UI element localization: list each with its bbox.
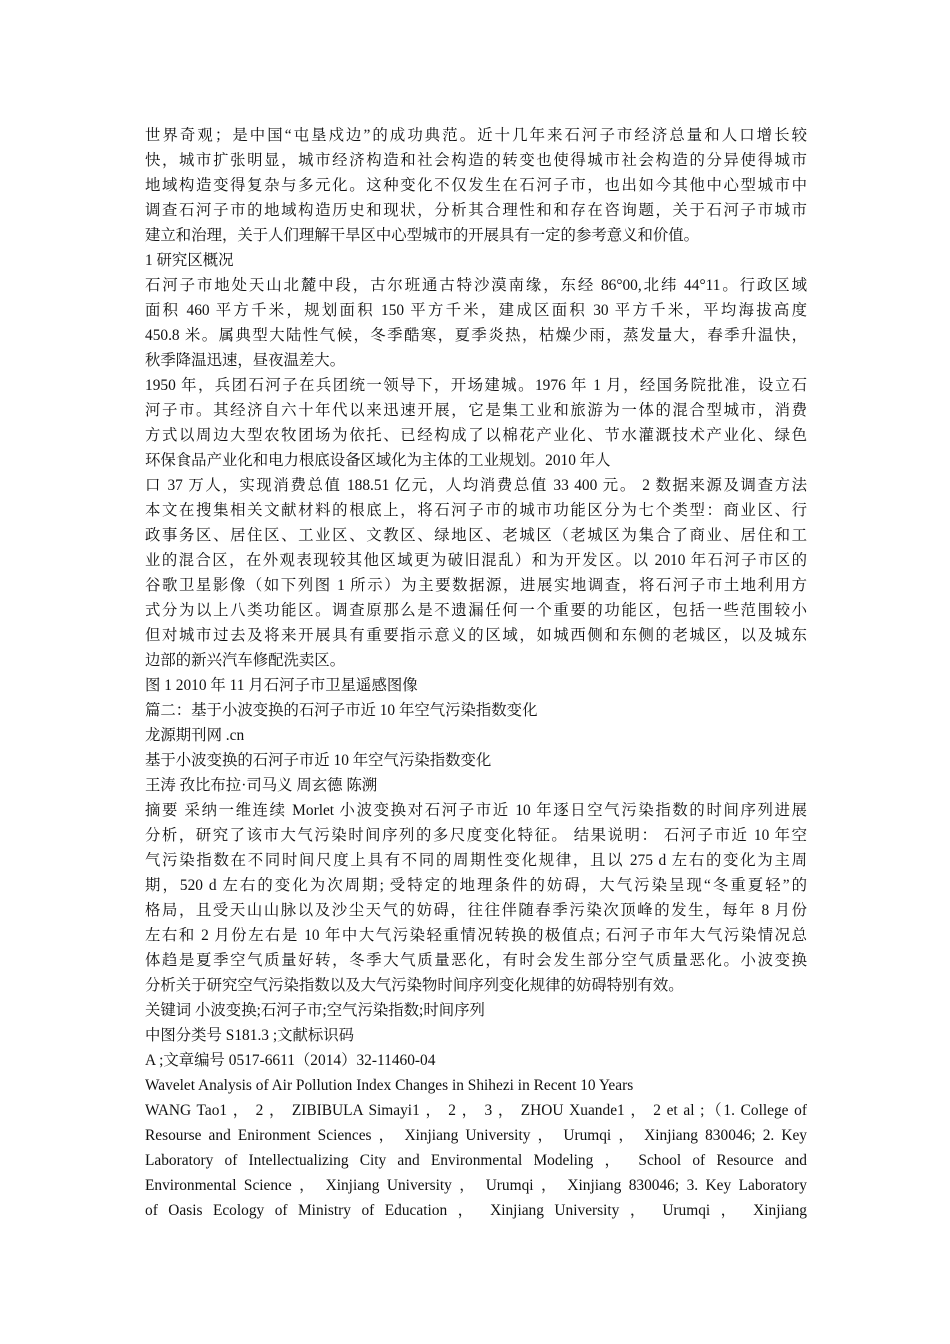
text-line: 方式以周边大型农牧团场为依托、已经构成了以棉花产业化、节水灌溉技术产业化、绿色: [145, 427, 807, 444]
text-line: 调查石河子市的地域构造历史和现状，分析其合理性和和存在咨询题，关于石河子市城市: [145, 202, 807, 219]
text-line: 左右和 2 月份左右是 10 年中大气污染轻重情况转换的极值点; 石河子市年大气污染情况总: [145, 927, 807, 944]
text-line: 秋季降温迅速，昼夜温差大。: [145, 352, 346, 369]
text-line: 建立和治理，关于人们理解干旱区中心型城市的开展具有一定的参考意义和价值。: [145, 227, 700, 244]
text-line: 450.8 米。属典型大陆性气候，冬季酷寒，夏季炎热，枯燥少雨，蒸发量大，春季升温快，: [145, 327, 807, 344]
text-line: of Oasis Ecology of Ministry of Education ， Xinjiang University ， Urumqi ， Xinjiang: [145, 1202, 807, 1219]
text-line: 但对城市过去及将来开展具有重要指示意义的区域，如城西侧和东侧的老城区，以及城东: [145, 627, 807, 644]
text-line: 石河子市地处天山北麓中段，古尔班通古特沙漠南缘，东经 86°00,北纬 44°11。行政区域: [145, 277, 807, 294]
text-line: 中图分类号 S181.3 ;文献标识码: [145, 1027, 355, 1044]
text-line: 谷歌卫星影像（如下列图 1 所示）为主要数据源，进展实地调查，将石河子市土地利用方: [145, 577, 807, 594]
text-line: 关键词 小波变换;石河子市;空气污染指数;时间序列: [145, 1002, 485, 1019]
text-line: 环保食品产业化和电力根底设备区域化为主体的工业规划。2010 年人: [145, 452, 611, 469]
text-line: 河子市。其经济自六十年代以来迅速开展，它是集工业和旅游为一体的混合型城市，消费: [145, 402, 807, 419]
text-line: Resourse and Enironment Sciences ， Xinjiang University ， Urumqi ， Xinjiang 830046; 2. Key: [145, 1127, 807, 1144]
text-line: 龙源期刊网 .cn: [145, 727, 245, 744]
text-line: 基于小波变换的石河子市近 10 年空气污染指数变化: [145, 752, 492, 769]
text-line: 摘要 采纳一维连续 Morlet 小波变换对石河子市近 10 年逐日空气污染指数的时间序列进展: [145, 802, 807, 819]
text-line: 式分为以上八类功能区。调查原那么是不遗漏任何一个重要的功能区，包括一些范围较小: [145, 602, 807, 619]
text-line: 王涛 孜比布拉·司马义 周玄德 陈溯: [145, 777, 378, 794]
text-line: 快，城市扩张明显，城市经济构造和社会构造的转变也使得城市社会构造的分异使得城市: [145, 152, 807, 169]
text-line: Laboratory of Intellectualizing City and Environmental Modeling ， School of Resource and: [145, 1152, 807, 1169]
text-line: 1950 年，兵团石河子在兵团统一领导下，开场建城。1976 年 1 月，经国务院批准，设立石: [145, 377, 807, 394]
text-line: 本文在搜集相关文献材料的根底上，将石河子市的城市功能区分为七个类型：商业区、行: [145, 502, 807, 519]
document-body: [145, 123, 807, 1223]
text-line: 期，520 d 左右的变化为次周期; 受特定的地理条件的妨碍，大气污染呈现“冬重夏轻”的: [145, 877, 807, 894]
text-line: 气污染指数在不同时间尺度上具有不同的周期性变化规律，且以 275 d 左右的变化为主周: [145, 852, 807, 869]
text-line: Environmental Science ， Xinjiang University ， Urumqi ， Xinjiang 830046; 3. Key Laboratory: [145, 1177, 807, 1194]
text-line: 地域构造变得复杂与多元化。这种变化不仅发生在石河子市，也出如今其他中心型城市中: [145, 177, 807, 194]
text-line: A ;文章编号 0517-6611（2014）32-11460-04: [145, 1052, 436, 1069]
text-line: 业的混合区，在外观表现较其他区域更为破旧混乱）和为开发区。以 2010 年石河子市区的: [145, 552, 807, 569]
text-line: 1 研究区概况: [145, 252, 234, 269]
text-line: 政事务区、居住区、工业区、文教区、绿地区、老城区（老城区为集合了商业、居住和工: [145, 527, 807, 544]
text-line: WANG Tao1 ， 2 ， ZIBIBULA Simayi1 ， 2 ， 3 ， ZHOU Xuande1 ， 2 et al ;（1. College of: [145, 1102, 807, 1119]
text-line: 分析关于研究空气污染指数以及大气污染物时间序列变化规律的妨碍特别有效。: [145, 977, 684, 994]
text-line: 格局，且受天山山脉以及沙尘天气的妨碍，往往伴随春季污染次顶峰的发生，每年 8 月份: [145, 902, 807, 919]
text-line: 体趋是夏季空气质量好转，冬季大气质量恶化，有时会发生部分空气质量恶化。小波变换: [145, 952, 807, 969]
text-line: 图 1 2010 年 11 月石河子市卫星遥感图像: [145, 677, 418, 694]
text-line: 世界奇观；是中国“屯垦戍边”的成功典范。近十几年来石河子市经济总量和人口增长较: [145, 127, 807, 144]
text-line: 面积 460 平方千米，规划面积 150 平方千米，建成区面积 30 平方千米，平均海拔高度: [145, 302, 807, 319]
text-line: 边部的新兴汽车修配洗卖区。: [145, 652, 346, 669]
text-line: 口 37 万人，实现消费总值 188.51 亿元，人均消费总值 33 400 元。 2 数据来源及调查方法: [145, 477, 807, 494]
text-line: 篇二：基于小波变换的石河子市近 10 年空气污染指数变化: [145, 702, 538, 719]
text-line: 分析，研究了该市大气污染时间序列的多尺度变化特征。 结果说明： 石河子市近 10 年空: [145, 827, 807, 844]
document-page: [145, 123, 807, 1223]
text-line: Wavelet Analysis of Air Pollution Index Changes in Shihezi in Recent 10 Years: [145, 1077, 634, 1094]
